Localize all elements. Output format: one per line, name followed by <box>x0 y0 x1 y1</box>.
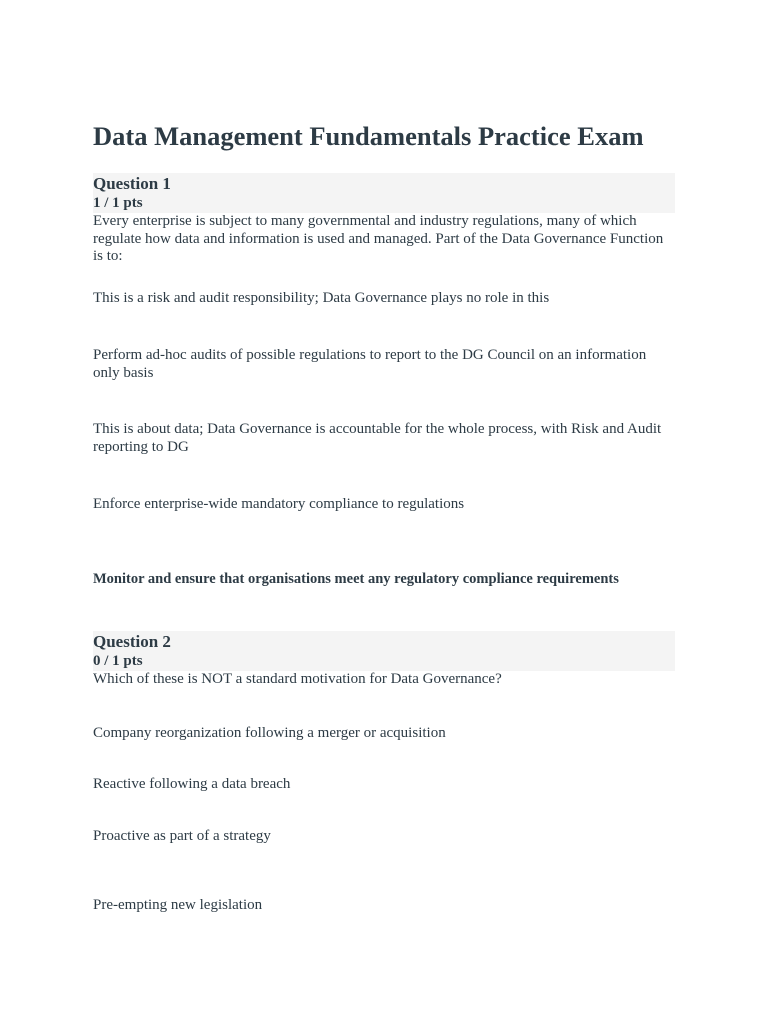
question-1-title: Question 1 <box>93 174 171 193</box>
question-1-header <box>93 173 675 213</box>
question-1-points: 1 / 1 pts <box>93 195 143 211</box>
question-2-text: Which of these is NOT a standard motivation for Data Governance? <box>93 671 502 687</box>
question-1-answer-2[interactable]: Perform ad-hoc audits of possible regulations to report to the DG Council on an information only basis <box>93 347 647 381</box>
question-2-answer-1[interactable]: Company reorganization following a merger or acquisition <box>93 725 446 741</box>
question-1-answer-5-correct[interactable]: Monitor and ensure that organisations meet any regulatory compliance requirements <box>93 571 619 587</box>
question-2-header <box>93 631 675 671</box>
question-2-title: Question 2 <box>93 632 171 651</box>
question-1-answer-4[interactable]: Enforce enterprise-wide mandatory compliance to regulations <box>93 496 465 512</box>
question-2-answer-2[interactable]: Reactive following a data breach <box>93 776 291 792</box>
question-1-answer-1[interactable]: This is a risk and audit responsibility; Data Governance plays no role in this <box>93 290 550 306</box>
question-1-answer-3[interactable]: This is about data; Data Governance is accountable for the whole process, with Risk and Audit reporting to DG <box>93 421 662 455</box>
question-2-answer-3[interactable]: Proactive as part of a strategy <box>93 828 271 844</box>
page-title: Data Management Fundamentals Practice Exam <box>93 121 644 151</box>
question-1-text: Every enterprise is subject to many governmental and industry regulations, many of which regulate how data and information is used and managed. Part of the Data Governance Function is to: <box>93 213 664 264</box>
question-2-answer-4[interactable]: Pre-empting new legislation <box>93 897 263 913</box>
question-2-points: 0 / 1 pts <box>93 653 143 669</box>
